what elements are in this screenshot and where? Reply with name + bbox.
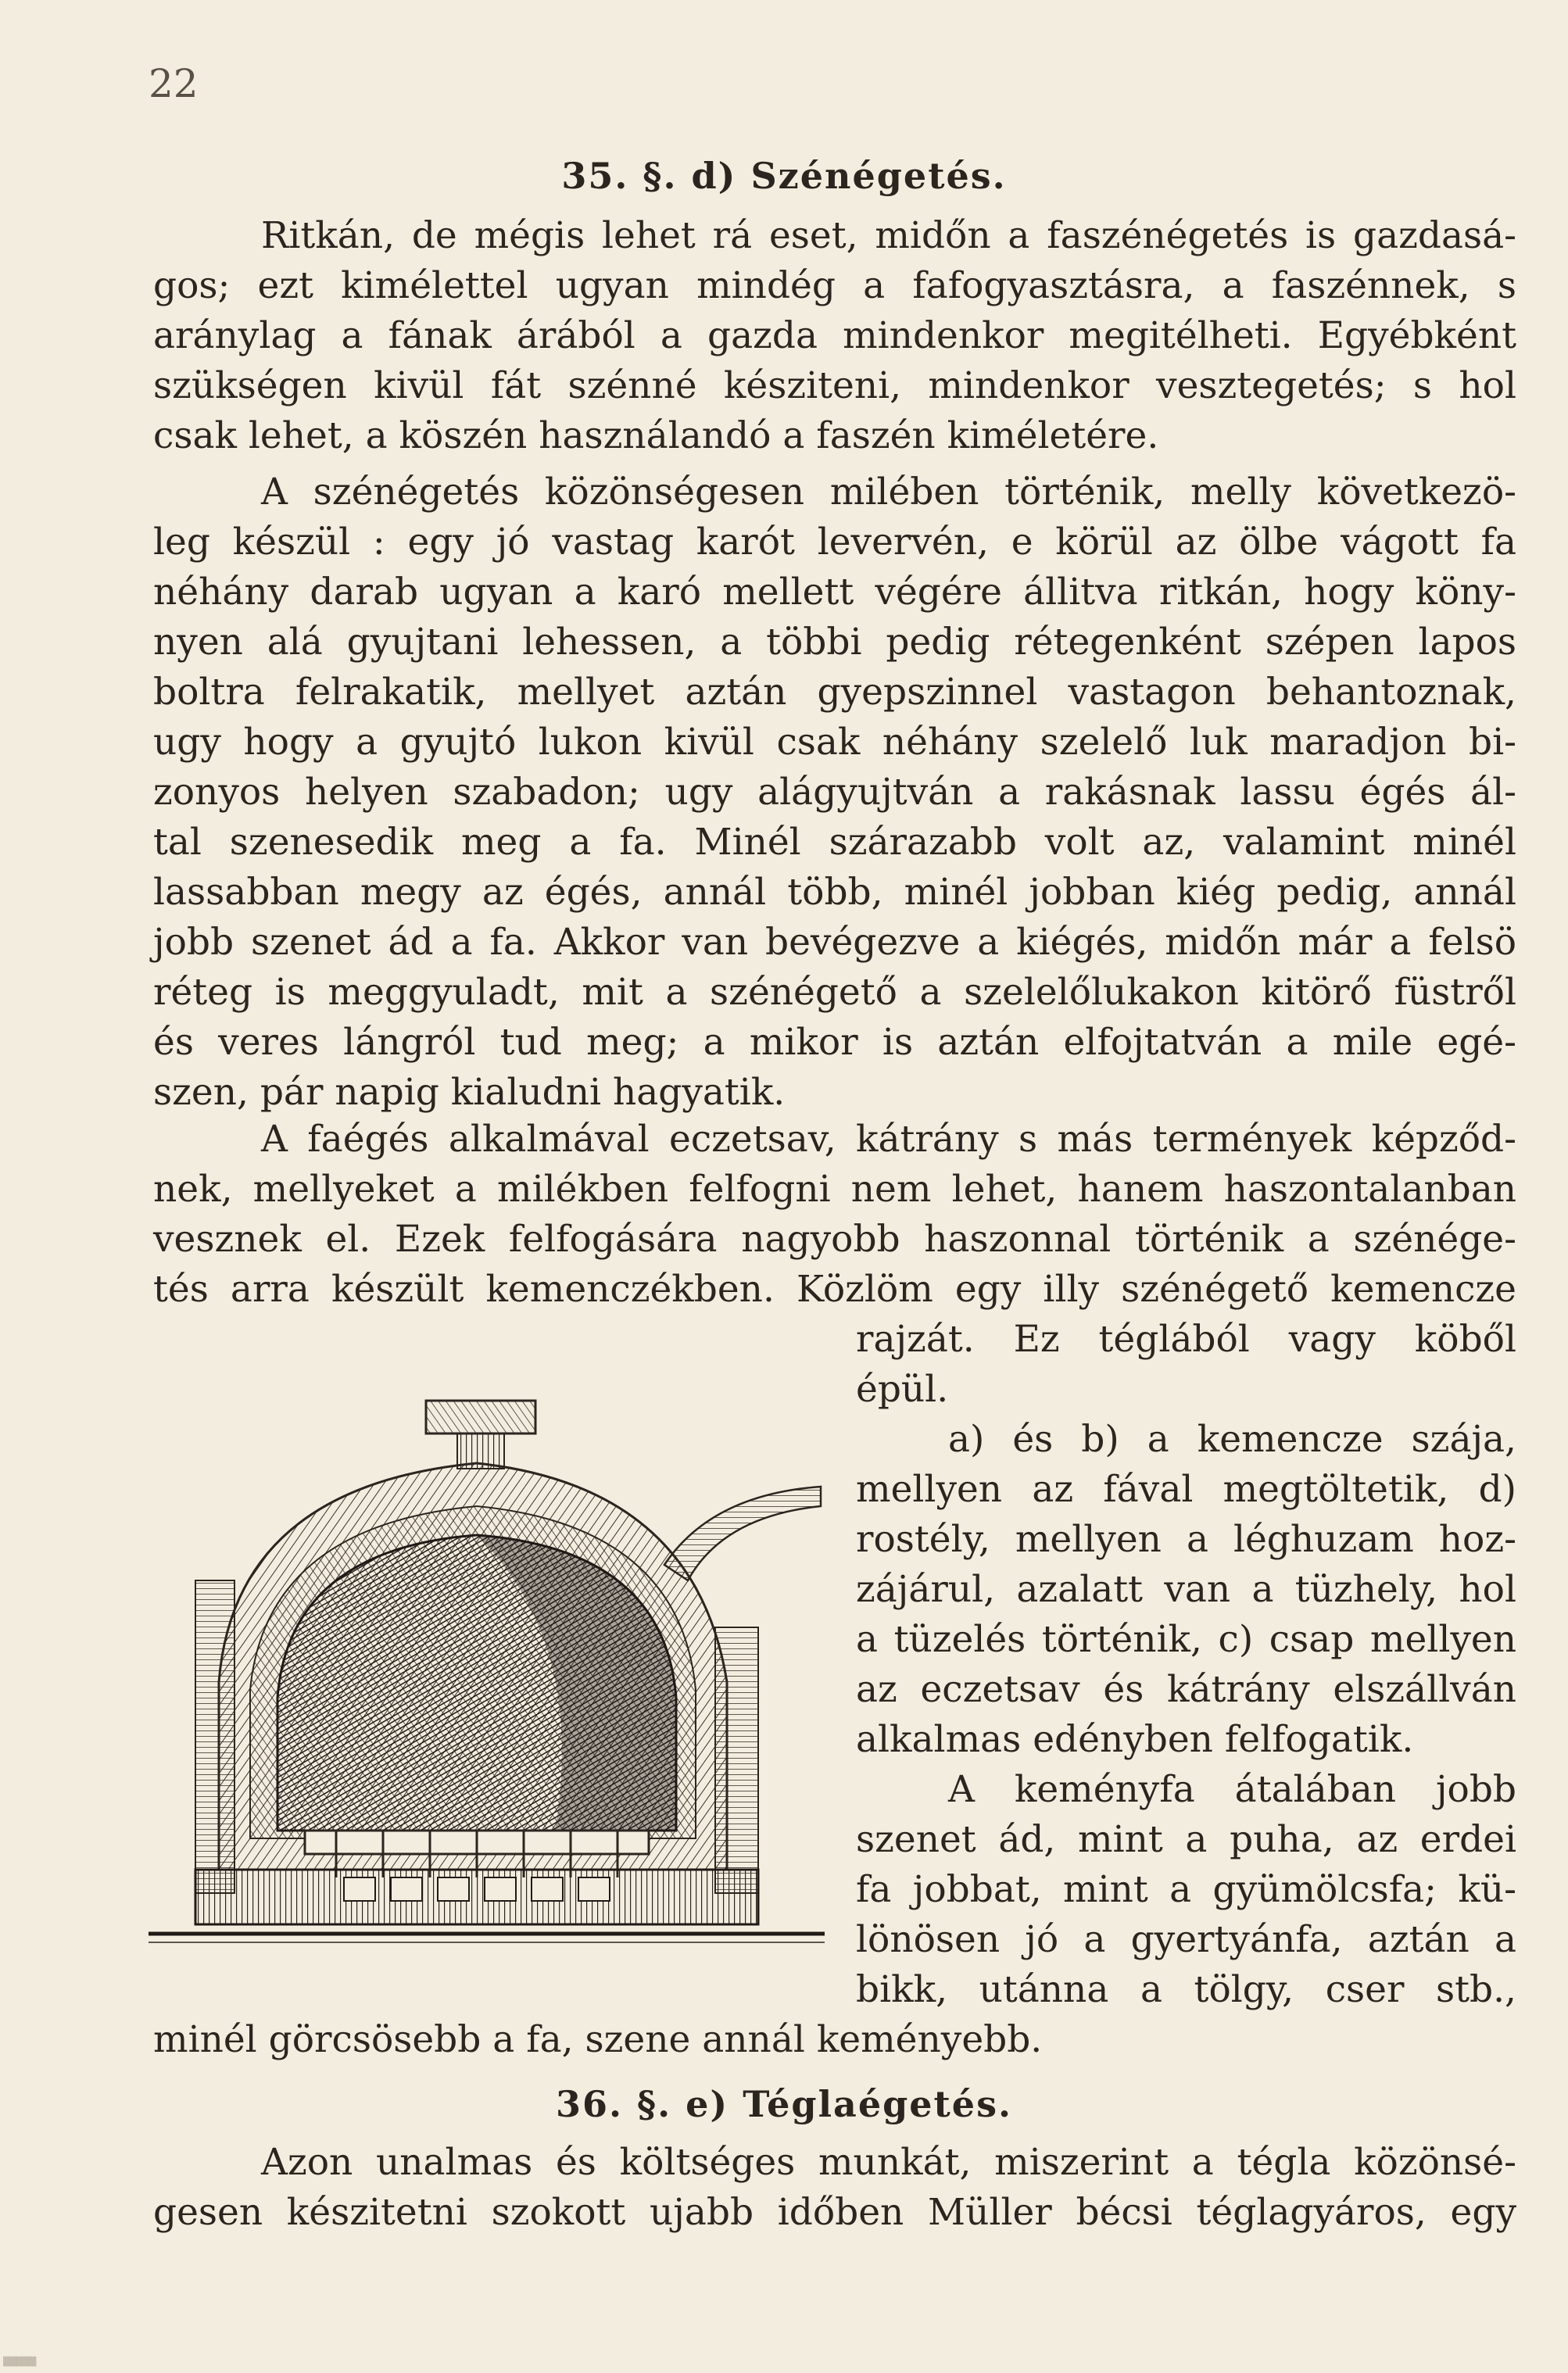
text-line: leg készül : egy jó vastag karót levervén, e körül az ölbe vágott fa xyxy=(153,521,1516,564)
text-line: néhány darab ugyan a karó mellett végére állitva ritkán, hogy köny- xyxy=(153,571,1516,614)
text-line: tal szenesedik meg a fa. Minél szárazabb volt az, valamint minél xyxy=(153,821,1516,864)
kiln-engraving xyxy=(149,1369,825,1979)
text-line: fa jobbat, mint a gyümölcsfa; kü- xyxy=(856,1868,1516,1911)
text-line: aránylag a fának árából a gazda mindenkor megitélheti. Egyébként xyxy=(153,314,1516,357)
section-35-paragraph-3 xyxy=(153,1115,1516,1315)
text-line: gesen készitetni szokott ujabb időben Müller bécsi téglagyáros, egy xyxy=(153,2191,1516,2234)
text-line: szen, pár napig kialudni hagyatik. xyxy=(153,1071,786,1114)
text-line: nek, mellyeket a milékben felfogni nem lehet, hanem haszontalanban xyxy=(153,1168,1516,1211)
text-line: Ritkán, de mégis lehet rá eset, midőn a faszénégetés is gazdasá- xyxy=(261,214,1516,257)
section-36-paragraph-1 xyxy=(153,2138,1516,2238)
section-35-closing-line xyxy=(153,2015,1516,2065)
page-number: 22 xyxy=(149,61,199,106)
section-35-paragraph-1 xyxy=(153,211,1516,461)
text-line: az eczetsav és kátrány elszállván xyxy=(856,1668,1516,1711)
section-36-heading: 36. §. e) Téglaégetés. xyxy=(556,2083,1012,2125)
text-line: zájárul, azalatt van a tüzhely, hol xyxy=(856,1568,1516,1611)
text-line: boltra felrakatik, mellyet aztán gyepszinnel vastagon behantoznak, xyxy=(153,671,1516,714)
text-line: ugy hogy a gyujtó lukon kivül csak néhány szelelő luk maradjon bi- xyxy=(153,721,1516,764)
hearth xyxy=(195,1870,758,1924)
figure-side-text-2 xyxy=(856,1415,1516,1765)
text-line: a tüzelés történik, c) csap mellyen xyxy=(856,1618,1516,1661)
kiln-throat xyxy=(457,1433,504,1469)
text-line: alkalmas edényben felfogatik. xyxy=(856,1718,1414,1761)
text-line: csak lehet, a köszén használandó a faszén kiméletére. xyxy=(153,414,1159,457)
text-line: A keményfa átalában jobb xyxy=(948,1768,1516,1811)
text-line: és veres lángról tud meg; a mikor is aztán elfojtatván a mile egé- xyxy=(153,1021,1516,1064)
text-line: bikk, utánna a tölgy, cser stb., xyxy=(856,1968,1516,2011)
kiln-top-mouth xyxy=(426,1401,535,1433)
text-line: zonyos helyen szabadon; ugy alágyujtván a rakásnak lassu égés ál- xyxy=(153,771,1516,814)
text-line: a) és b) a kemencze szája, xyxy=(948,1418,1516,1461)
text-line: minél görcsösebb a fa, szene annál keményebb. xyxy=(153,2018,1043,2061)
text-line: vesznek el. Ezek felfogására nagyobb haszonnal történik a szénége- xyxy=(153,1218,1516,1261)
flue-pipe xyxy=(664,1487,821,1580)
figure-side-text-1 xyxy=(856,1315,1516,1415)
text-line: lassabban megy az égés, annál több, minél jobban kiég pedig, annál xyxy=(153,871,1516,914)
text-line: jobb szenet ád a fa. Akkor van bevégezve a kiégés, midőn már a felsö xyxy=(153,921,1516,964)
text-line: gos; ezt kimélettel ugyan mindég a fafogyasztásra, a faszénnek, s xyxy=(153,264,1516,307)
figure-side-text-3 xyxy=(856,1765,1516,2015)
text-line: nyen alá gyujtani lehessen, a többi pedig rétegenként szépen lapos xyxy=(153,621,1516,664)
section-35-paragraph-2 xyxy=(153,467,1516,1118)
section-35-heading: 35. §. d) Szénégetés. xyxy=(561,155,1007,197)
text-line: épül. xyxy=(856,1368,949,1411)
text-line: lönösen jó a gyertyánfa, aztán a xyxy=(856,1918,1516,1961)
text-line: A szénégetés közönségesen milében történik, melly következö- xyxy=(261,471,1516,514)
kiln-illustration xyxy=(149,1369,825,1979)
text-line: szenet ád, mint a puha, az erdei xyxy=(856,1818,1516,1861)
scan-watermark: ▒▒▒▒▒ xyxy=(3,2357,37,2367)
text-line: réteg is meggyuladt, mit a szénégető a szelelőlukakon kitörő füstről xyxy=(153,971,1516,1014)
text-line: tés arra készült kemenczékben. Közlöm egy illy szénégető kemencze xyxy=(153,1268,1516,1311)
text-line: Azon unalmas és költséges munkát, miszerint a tégla közönsé- xyxy=(261,2141,1516,2184)
text-line: rajzát. Ez téglából vagy köből xyxy=(856,1318,1516,1361)
text-line: mellyen az fával megtöltetik, d) xyxy=(856,1468,1516,1511)
text-line: szükségen kivül fát szénné késziteni, mindenkor vesztegetés; s hol xyxy=(153,364,1516,407)
text-line: A faégés alkalmával eczetsav, kátrány s más termények képződ- xyxy=(261,1118,1516,1161)
text-line: rostély, mellyen a léghuzam hoz- xyxy=(856,1518,1516,1561)
